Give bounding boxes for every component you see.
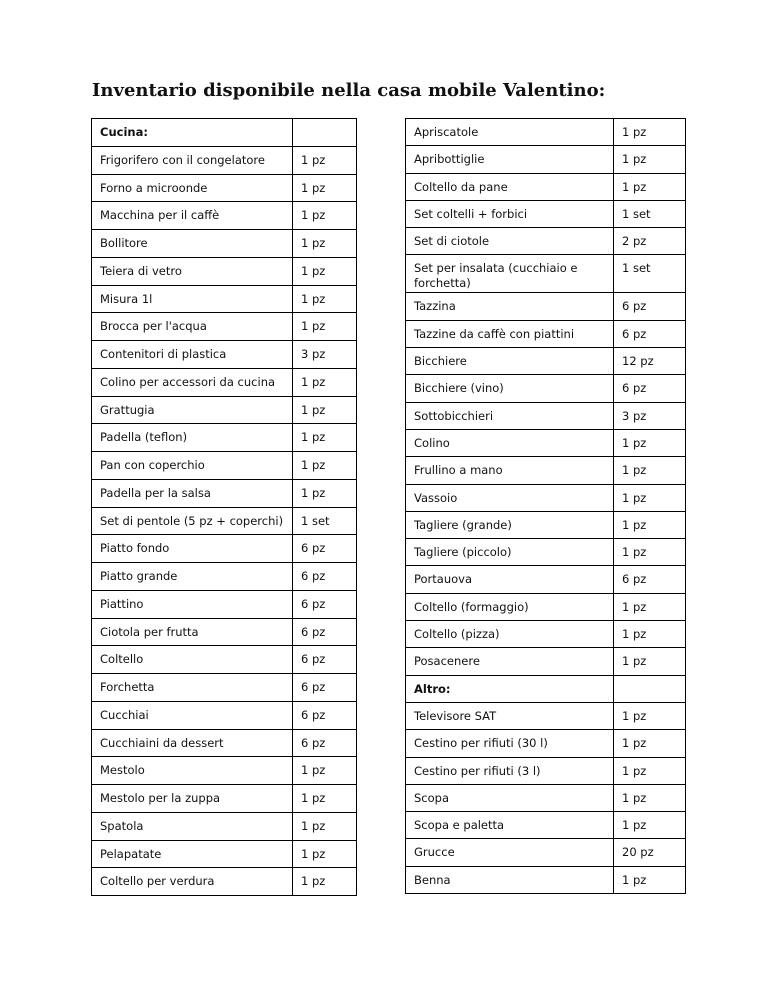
table-row xyxy=(92,729,357,757)
item-name: Apriscatole xyxy=(406,119,614,146)
item-name: Bollitore xyxy=(92,230,293,258)
item-quantity: 6 pz xyxy=(614,293,686,320)
item-name: Forchetta xyxy=(92,674,293,702)
table-row xyxy=(406,866,686,893)
inventory-table-left xyxy=(91,118,357,896)
item-name: Colino per accessori da cucina xyxy=(92,368,293,396)
table-row xyxy=(406,320,686,347)
item-quantity: 1 pz xyxy=(614,621,686,648)
table-row xyxy=(92,785,357,813)
item-quantity: 3 pz xyxy=(614,402,686,429)
item-quantity: 6 pz xyxy=(293,701,357,729)
item-name: Teiera di vetro xyxy=(92,257,293,285)
table-row xyxy=(406,255,686,293)
item-name: Set coltelli + forbici xyxy=(406,200,614,227)
inventory-table-right xyxy=(405,118,686,894)
table-row xyxy=(92,868,357,896)
item-name: Colino xyxy=(406,429,614,456)
table-row xyxy=(92,285,357,313)
item-name: Grattugia xyxy=(92,396,293,424)
item-quantity: 1 pz xyxy=(293,424,357,452)
item-quantity: 6 pz xyxy=(293,535,357,563)
item-quantity: 1 pz xyxy=(614,429,686,456)
table-row xyxy=(406,293,686,320)
item-name: Piattino xyxy=(92,590,293,618)
item-name: Mestolo xyxy=(92,757,293,785)
item-quantity: 3 pz xyxy=(293,341,357,369)
table-row xyxy=(406,839,686,866)
item-quantity: 1 pz xyxy=(293,313,357,341)
item-quantity: 1 pz xyxy=(293,396,357,424)
table-row xyxy=(406,648,686,675)
item-quantity: 1 pz xyxy=(614,784,686,811)
item-quantity: 1 pz xyxy=(614,119,686,146)
table-row xyxy=(406,402,686,429)
table-row xyxy=(92,452,357,480)
item-name: Portauova xyxy=(406,566,614,593)
item-quantity: 1 set xyxy=(614,255,686,293)
item-name: Cestino per rifiuti (30 l) xyxy=(406,730,614,757)
item-quantity: 1 pz xyxy=(614,457,686,484)
table-row xyxy=(406,375,686,402)
item-name: Coltello (formaggio) xyxy=(406,593,614,620)
item-quantity: 1 pz xyxy=(293,840,357,868)
table-row xyxy=(92,563,357,591)
section-title: Altro: xyxy=(406,675,614,702)
item-quantity: 6 pz xyxy=(293,590,357,618)
item-name: Piatto fondo xyxy=(92,535,293,563)
item-quantity: 1 pz xyxy=(293,868,357,896)
item-quantity: 1 pz xyxy=(293,757,357,785)
item-name: Tagliere (piccolo) xyxy=(406,539,614,566)
item-quantity: 1 pz xyxy=(293,230,357,258)
item-name: Set di ciotole xyxy=(406,228,614,255)
item-quantity: 6 pz xyxy=(293,729,357,757)
item-name: Cucchiai xyxy=(92,701,293,729)
table-row xyxy=(92,590,357,618)
item-quantity: 1 pz xyxy=(614,539,686,566)
item-quantity: 6 pz xyxy=(293,563,357,591)
table-row xyxy=(92,701,357,729)
item-name: Tagliere (grande) xyxy=(406,511,614,538)
item-name: Frigorifero con il congelatore xyxy=(92,146,293,174)
item-name: Cestino per rifiuti (3 l) xyxy=(406,757,614,784)
item-name: Misura 1l xyxy=(92,285,293,313)
item-quantity: 1 set xyxy=(293,507,357,535)
item-name: Grucce xyxy=(406,839,614,866)
table-row xyxy=(92,757,357,785)
item-name: Benna xyxy=(406,866,614,893)
item-name: Padella (teflon) xyxy=(92,424,293,452)
table-row xyxy=(92,313,357,341)
item-quantity: 1 pz xyxy=(293,785,357,813)
item-name: Padella per la salsa xyxy=(92,479,293,507)
table-row xyxy=(406,566,686,593)
item-quantity: 1 pz xyxy=(614,146,686,173)
item-quantity: 6 pz xyxy=(293,674,357,702)
item-quantity: 1 pz xyxy=(293,812,357,840)
item-name: Bicchiere xyxy=(406,348,614,375)
item-name: Pelapatate xyxy=(92,840,293,868)
table-row xyxy=(92,674,357,702)
item-name: Piatto grande xyxy=(92,563,293,591)
section-title: Cucina: xyxy=(92,119,293,147)
item-quantity: 1 pz xyxy=(293,285,357,313)
item-quantity: 1 pz xyxy=(614,173,686,200)
item-quantity: 2 pz xyxy=(614,228,686,255)
item-name: Coltello xyxy=(92,646,293,674)
item-name: Contenitori di plastica xyxy=(92,341,293,369)
table-row xyxy=(92,840,357,868)
table-row xyxy=(92,479,357,507)
item-name: Vassoio xyxy=(406,484,614,511)
table-row xyxy=(92,812,357,840)
item-name: Forno a microonde xyxy=(92,174,293,202)
item-name: Posacenere xyxy=(406,648,614,675)
item-quantity: 1 pz xyxy=(614,866,686,893)
table-row xyxy=(406,812,686,839)
item-quantity xyxy=(293,119,357,147)
table-row xyxy=(406,593,686,620)
item-quantity: 6 pz xyxy=(293,618,357,646)
item-quantity: 1 pz xyxy=(293,257,357,285)
table-row xyxy=(92,230,357,258)
item-name: Ciotola per frutta xyxy=(92,618,293,646)
table-row xyxy=(92,257,357,285)
table-row xyxy=(406,784,686,811)
item-quantity: 1 pz xyxy=(614,702,686,729)
table-row xyxy=(406,730,686,757)
table-row xyxy=(406,621,686,648)
document-title: Inventario disponibile nella casa mobile Valentino: xyxy=(92,80,606,101)
table-row xyxy=(92,424,357,452)
item-quantity: 6 pz xyxy=(614,375,686,402)
table-row xyxy=(92,396,357,424)
item-name: Brocca per l'acqua xyxy=(92,313,293,341)
item-quantity: 1 pz xyxy=(293,174,357,202)
item-name: Tazzine da caffè con piattini xyxy=(406,320,614,347)
table-row xyxy=(406,539,686,566)
item-name: Tazzina xyxy=(406,293,614,320)
table-row xyxy=(406,511,686,538)
item-name: Pan con coperchio xyxy=(92,452,293,480)
table-row xyxy=(406,757,686,784)
item-quantity: 1 pz xyxy=(614,484,686,511)
item-name: Apribottiglie xyxy=(406,146,614,173)
table-row xyxy=(406,173,686,200)
section-header-row xyxy=(406,675,686,702)
item-name: Frullino a mano xyxy=(406,457,614,484)
table-row xyxy=(92,174,357,202)
item-quantity: 20 pz xyxy=(614,839,686,866)
item-name: Scopa xyxy=(406,784,614,811)
table-row xyxy=(92,202,357,230)
item-name: Spatola xyxy=(92,812,293,840)
item-name: Coltello da pane xyxy=(406,173,614,200)
item-quantity xyxy=(614,675,686,702)
item-quantity: 1 pz xyxy=(293,146,357,174)
item-quantity: 1 pz xyxy=(614,593,686,620)
item-quantity: 1 pz xyxy=(293,202,357,230)
table-row xyxy=(406,484,686,511)
table-row xyxy=(406,228,686,255)
table-row xyxy=(406,429,686,456)
item-quantity: 6 pz xyxy=(614,320,686,347)
item-quantity: 1 pz xyxy=(293,479,357,507)
table-row xyxy=(406,146,686,173)
table-row xyxy=(92,507,357,535)
item-quantity: 1 pz xyxy=(614,648,686,675)
section-header-row xyxy=(92,119,357,147)
item-quantity: 1 set xyxy=(614,200,686,227)
item-name: Mestolo per la zuppa xyxy=(92,785,293,813)
item-quantity: 6 pz xyxy=(614,566,686,593)
item-name: Scopa e paletta xyxy=(406,812,614,839)
table-row xyxy=(92,618,357,646)
item-name: Televisore SAT xyxy=(406,702,614,729)
item-name: Coltello (pizza) xyxy=(406,621,614,648)
item-name: Macchina per il caffè xyxy=(92,202,293,230)
item-quantity: 1 pz xyxy=(614,812,686,839)
item-quantity: 1 pz xyxy=(293,368,357,396)
item-quantity: 1 pz xyxy=(614,511,686,538)
item-name: Set per insalata (cucchiaio e forchetta) xyxy=(406,255,614,293)
table-row xyxy=(406,348,686,375)
table-row xyxy=(92,146,357,174)
item-quantity: 1 pz xyxy=(614,730,686,757)
table-row xyxy=(92,341,357,369)
table-row xyxy=(92,646,357,674)
item-quantity: 1 pz xyxy=(293,452,357,480)
table-row xyxy=(406,119,686,146)
table-row xyxy=(406,200,686,227)
table-row xyxy=(92,368,357,396)
item-name: Set di pentole (5 pz + coperchi) xyxy=(92,507,293,535)
item-quantity: 1 pz xyxy=(614,757,686,784)
item-name: Cucchiaini da dessert xyxy=(92,729,293,757)
item-name: Sottobicchieri xyxy=(406,402,614,429)
table-row xyxy=(406,702,686,729)
item-name: Bicchiere (vino) xyxy=(406,375,614,402)
item-quantity: 6 pz xyxy=(293,646,357,674)
table-row xyxy=(92,535,357,563)
item-quantity: 12 pz xyxy=(614,348,686,375)
item-name: Coltello per verdura xyxy=(92,868,293,896)
table-row xyxy=(406,457,686,484)
